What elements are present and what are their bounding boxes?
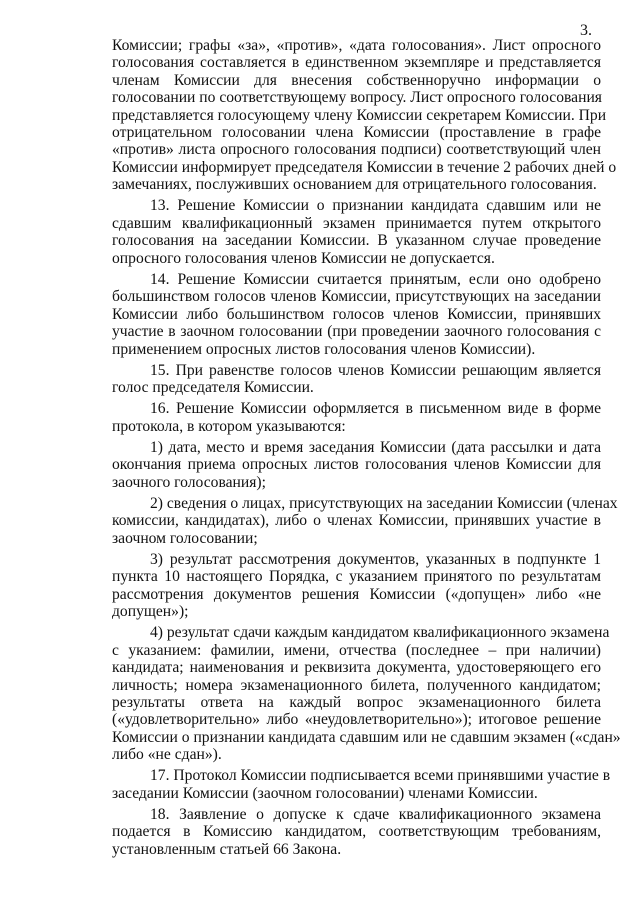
paragraph [112, 551, 601, 621]
text-line: окончания приема опросных листов голосования членов Комиссии для [112, 456, 601, 474]
text-line: допущен»); [112, 603, 189, 621]
text-line: замечаниях, послуживших основанием для отрицательного голосования. [112, 176, 597, 194]
text-line: заочного голосования); [112, 473, 266, 491]
text-line: опросного голосования членов Комиссии не допускается. [112, 249, 495, 267]
text-line: кандидата; наименования и реквизита документа, удостоверяющего его [112, 659, 601, 677]
document-body [112, 37, 621, 862]
paragraph [112, 439, 601, 491]
text-line: («удовлетворительно» либо «неудовлетворительно»); итоговое решение [112, 711, 601, 729]
paragraph [112, 37, 617, 194]
text-line: заочном голосовании; [112, 529, 258, 547]
text-line: 18. Заявление о допуске к сдаче квалификационного экзамена [150, 806, 601, 824]
text-line: Комиссии о признании кандидата сдавшим или не сдавшим экзамен («сдан» [112, 728, 621, 746]
text-line: 13. Решение Комиссии о признании кандидата сдавшим или не [150, 197, 601, 215]
text-line: пункта 10 настоящего Порядка, с указанием принятого по результатам [112, 568, 601, 586]
paragraph [112, 806, 601, 858]
paragraph [112, 197, 601, 267]
text-line: «против» листа опросного голосования подписи) соответствующий член [112, 141, 601, 159]
text-line: протокола, в котором указываются: [112, 417, 346, 435]
paragraph [112, 767, 611, 802]
text-line: отрицательном голосовании члена Комиссии (проставление в графе [112, 124, 601, 142]
text-line: 2) сведения о лицах, присутствующих на заседании Комиссии (членах [150, 494, 618, 512]
text-line: рассмотрения документов решения Комиссии («допущен» либо «не [112, 585, 601, 603]
text-line: представляется голосующему члену Комиссии секретарем Комиссии. При [112, 106, 607, 124]
text-line: голосования на заседании Комиссии. В указанном случае проведение [112, 232, 601, 250]
text-line: 4) результат сдачи каждым кандидатом квалификационного экзамена [150, 624, 610, 642]
text-line: подается в Комиссию кандидатом, соответствующим требованиям, [112, 823, 601, 841]
text-line: установленным статьей 66 Закона. [112, 840, 342, 858]
paragraph [112, 271, 601, 358]
text-line: результаты ответа на каждый вопрос экзаменационного билета [112, 694, 601, 711]
paragraph [112, 624, 621, 764]
page-number: 3. [580, 22, 592, 39]
text-line: 3) результат рассмотрения документов, указанных в подпункте 1 [150, 550, 601, 568]
text-line: голосовании по соответствующему вопросу. Лист опросного голосования [112, 89, 602, 107]
paragraph [112, 494, 618, 547]
text-line: либо «не сдан»). [112, 746, 222, 764]
text-line: участие в заочном голосовании (при проведении заочного голосования с [112, 323, 601, 341]
text-line: голосования составляется в единственном экземпляре и представляется [112, 54, 601, 72]
text-line: 17. Протокол Комиссии подписывается всеми принявшими участие в [150, 767, 611, 785]
text-line: комиссии, кандидатах), либо о членах Комиссии, принявших участие в [112, 512, 601, 530]
text-line: 16. Решение Комиссии оформляется в письменном виде в форме [150, 400, 601, 418]
text-line: 1) дата, место и время заседания Комиссии (дата рассылки и дата [150, 438, 601, 456]
text-line: Комиссии; графы «за», «против», «дата голосования». Лист опросного [112, 37, 601, 54]
text-line: Комиссии либо большинством голосов членов Комиссии, принявших [112, 305, 601, 323]
text-line: членам Комиссии для внесения собственноручно информации о [112, 71, 601, 89]
text-line: большинством голосов членов Комиссии, присутствующих на заседании [112, 288, 601, 306]
paragraph [112, 362, 601, 397]
paragraph [112, 400, 601, 435]
text-line: Комиссии информирует председателя Комиссии в течение 2 рабочих дней о [112, 158, 617, 176]
text-line: личность; номера экзаменационного билета, полученного кандидатом; [112, 676, 601, 694]
text-line: применением опросных листов голосования членов Комиссии). [112, 340, 536, 358]
text-line: заседании Комиссии (заочном голосовании) членами Комиссии. [112, 784, 538, 802]
text-line: голос председателя Комиссии. [112, 379, 314, 397]
text-line: 14. Решение Комиссии считается принятым, если оно одобрено [150, 270, 601, 288]
text-line: сдавшим квалификационный экзамен принимается путем открытого [112, 214, 601, 232]
text-line: с указанием: фамилии, имени, отчества (последнее – при наличии) [112, 641, 601, 659]
text-line: 15. При равенстве голосов членов Комиссии решающим является [150, 361, 601, 379]
